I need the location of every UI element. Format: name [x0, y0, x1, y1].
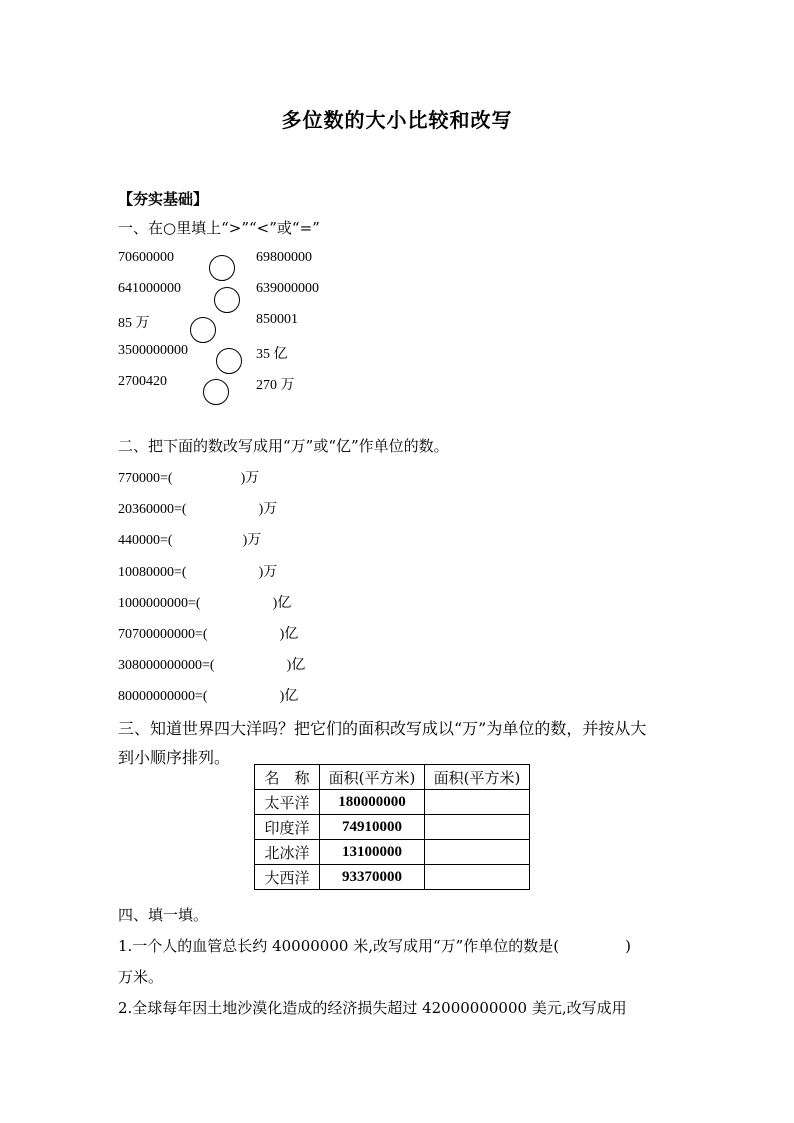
section-heading: 【夯实基础】 — [118, 190, 209, 208]
q1-row4-right: 35 亿 — [256, 347, 288, 362]
table-header-area: 面积(平方米) — [320, 765, 425, 790]
q1-row3-right: 850001 — [256, 312, 298, 327]
q1-row2-compare-circle[interactable] — [214, 287, 240, 313]
q3-prompt-line2: 到小顺序排列。 — [118, 748, 231, 767]
q1-row2-right: 639000000 — [256, 281, 319, 296]
q2-row3-left: 440000=( — [118, 533, 173, 548]
q2-row3 — [118, 529, 261, 549]
q2-row6 — [118, 623, 298, 643]
table-cell-name: 太平洋 — [255, 790, 320, 815]
q4-item2-line1: 2.全球每年因土地沙漠化造成的经济损失超过 42000000000 美元,改写成用 — [118, 999, 627, 1017]
q2-row6-right: )亿 — [279, 627, 299, 642]
q1-row3-left: 85 万 — [118, 316, 150, 331]
table-cell-answer[interactable] — [425, 790, 530, 815]
q2-row4-left: 10080000=( — [118, 565, 187, 580]
q2-row4-right: )万 — [258, 565, 278, 580]
q3-prompt-line1: 三、知道世界四大洋吗？把它们的面积改写成以“万”为单位的数，并按从大 — [118, 719, 647, 738]
q2-row7 — [118, 654, 305, 674]
q1-row5-right: 270 万 — [256, 378, 295, 393]
q2-row1-left: 770000=( — [118, 471, 173, 486]
q2-row5-right: )亿 — [272, 596, 292, 611]
table-row — [255, 815, 530, 840]
q2-row4 — [118, 561, 277, 581]
ocean-area-table — [254, 764, 530, 890]
q2-row8 — [118, 685, 298, 705]
q4-item1-text: 1.一个人的血管总长约 40000000 米,改写成用“万”作单位的数是( — [118, 937, 560, 955]
q1-row5-left: 2700420 — [118, 374, 167, 389]
q4-item1-line1 — [118, 935, 631, 956]
q1-row2-left: 641000000 — [118, 281, 181, 296]
table-row — [255, 840, 530, 865]
q2-row5-left: 1000000000=( — [118, 596, 201, 611]
table-cell-answer[interactable] — [425, 865, 530, 890]
q1-prompt: 一、在○里填上“>”“<”或“=” — [118, 219, 320, 237]
q2-row2-right: )万 — [258, 502, 278, 517]
table-cell-name: 印度洋 — [255, 815, 320, 840]
q2-row2 — [118, 498, 277, 518]
q4-item1-close-paren: ) — [625, 937, 632, 955]
q4-item1-line2: 万米。 — [118, 968, 164, 986]
table-header-row — [255, 765, 530, 790]
q2-row7-left: 308000000000=( — [118, 658, 215, 673]
q2-row1-right: )万 — [240, 471, 260, 486]
table-cell-area: 13100000 — [320, 840, 425, 865]
q1-row1-compare-circle[interactable] — [209, 255, 235, 281]
q4-prompt: 四、填一填。 — [118, 906, 209, 924]
q2-row2-left: 20360000=( — [118, 502, 187, 517]
table-header-area-answer: 面积(平方米) — [425, 765, 530, 790]
table-cell-answer[interactable] — [425, 815, 530, 840]
table-header-name: 名 称 — [255, 765, 320, 790]
table-cell-name: 北冰洋 — [255, 840, 320, 865]
table-cell-area: 180000000 — [320, 790, 425, 815]
table-cell-area: 74910000 — [320, 815, 425, 840]
q1-row5-compare-circle[interactable] — [203, 379, 229, 405]
q2-row8-right: )亿 — [279, 689, 299, 704]
q1-row1-right: 69800000 — [256, 250, 312, 265]
q2-row7-right: )亿 — [286, 658, 306, 673]
q2-row5 — [118, 592, 291, 612]
q2-prompt: 二、把下面的数改写成用“万”或“亿”作单位的数。 — [118, 437, 449, 455]
q2-row3-right: )万 — [242, 533, 262, 548]
table-cell-area: 93370000 — [320, 865, 425, 890]
table-cell-answer[interactable] — [425, 840, 530, 865]
q2-row8-left: 80000000000=( — [118, 689, 208, 704]
page-title: 多位数的大小比较和改写 — [281, 108, 513, 132]
q2-row1 — [118, 467, 259, 487]
q1-row3-compare-circle[interactable] — [190, 317, 216, 343]
table-cell-name: 大西洋 — [255, 865, 320, 890]
q2-row6-left: 70700000000=( — [118, 627, 208, 642]
table-row — [255, 790, 530, 815]
q1-row4-left: 3500000000 — [118, 343, 188, 358]
table-row — [255, 865, 530, 890]
q1-row4-compare-circle[interactable] — [216, 348, 242, 374]
q1-row1-left: 70600000 — [118, 250, 174, 265]
